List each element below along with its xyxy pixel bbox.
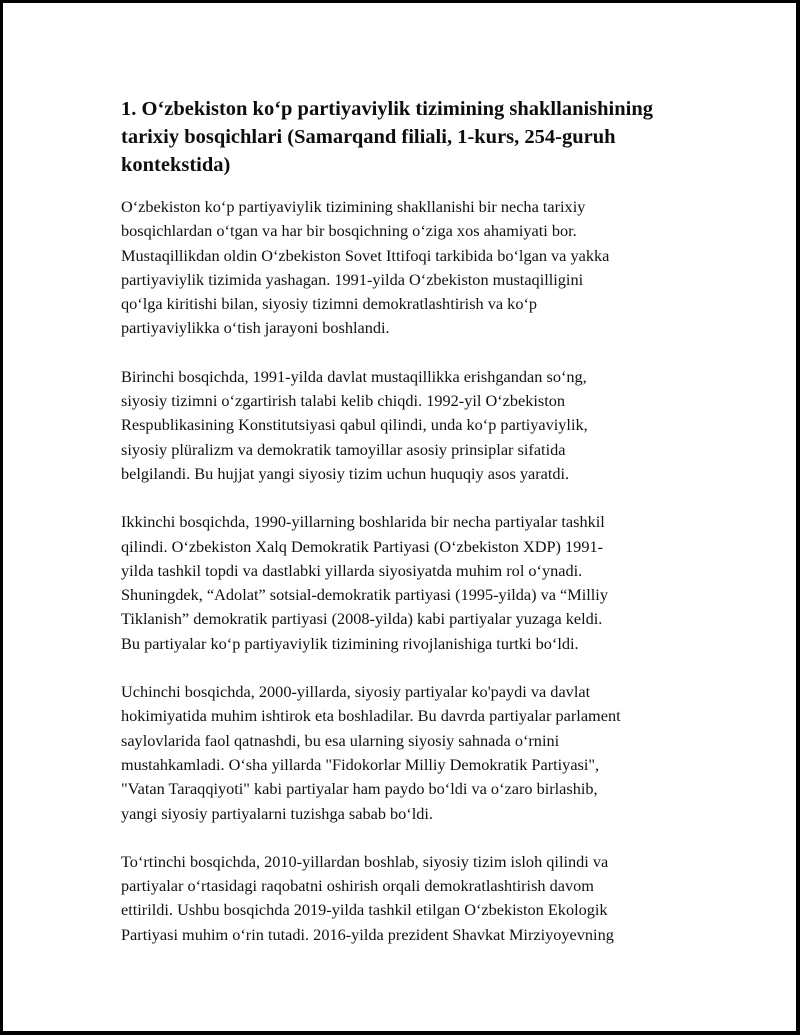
text-line: Ikkinchi bosqichda, 1990-yillarning boshlarida bir necha partiyalar tashkil [121, 512, 605, 532]
text-line: "Vatan Taraqqiyoti" kabi partiyalar ham paydo bo‘ldi va o‘zaro birlashib, [121, 779, 598, 799]
text-line: yilda tashkil topdi va dastlabki yillarda siyosiyatda muhim rol o‘ynadi. [121, 560, 583, 580]
document-body [121, 95, 681, 971]
text-line: partiyalar o‘rtasidagi raqobatni oshirish orqali demokratlashtirish davom [121, 876, 594, 896]
paragraph-stage-1 [121, 365, 681, 486]
title-line: 1. O‘zbekiston ko‘p partiyaviylik tizimining shakllanishining [121, 98, 653, 120]
text-line: Bu partiyalar ko‘p partiyaviylik tizimining rivojlanishiga turtki bo‘ldi. [121, 633, 579, 653]
text-line: saylovlarida faol qatnashdi, bu esa ularning siyosiy sahnada o‘rnini [121, 730, 560, 750]
paragraph-stage-3 [121, 680, 681, 826]
title-line: kontekstida) [121, 154, 231, 176]
paragraph-stage-2 [121, 510, 681, 656]
text-line: O‘zbekiston ko‘p partiyaviylik tizimining shakllanishi bir necha tarixiy [121, 197, 586, 216]
paragraph-intro [121, 195, 681, 341]
text-line: Mustaqillikdan oldin O‘zbekiston Sovet Ittifoqi tarkibida bo‘lgan va yakka [121, 245, 610, 265]
text-line: mustahkamladi. O‘sha yillarda "Fidokorlar Milliy Demokratik Partiyasi", [121, 754, 600, 774]
text-line: Partiyasi muhim o‘rin tutadi. 2016-yilda prezident Shavkat Mirziyoyevning [121, 924, 614, 944]
text-line: qilindi. O‘zbekiston Xalq Demokratik Partiyasi (O‘zbekiston XDP) 1991- [121, 536, 604, 556]
text-line: yangi siyosiy partiyalarni tuzishga sabab bo‘ldi. [121, 803, 433, 823]
text-line: siyosiy tizimni o‘zgartirish talabi kelib chiqdi. 1992-yil O‘zbekiston [121, 391, 566, 411]
paragraph-stage-4 [121, 850, 681, 947]
text-line: Respublikasining Konstitutsiyasi qabul qilindi, unda ko‘p partiyaviylik, [121, 415, 588, 435]
paragraph-list [121, 195, 681, 947]
text-line: bosqichlardan o‘tgan va har bir bosqichning o‘ziga xos ahamiyati bor. [121, 221, 577, 241]
text-line: Birinchi bosqichda, 1991-yilda davlat mustaqillikka erishgandan so‘ng, [121, 366, 587, 386]
text-line: Uchinchi bosqichda, 2000-yillarda, siyosiy partiyalar ko'paydi va davlat [121, 682, 591, 702]
text-line: partiyaviylikka o‘tish jarayoni boshlandi. [121, 318, 390, 338]
text-line: belgilandi. Bu hujjat yangi siyosiy tizim uchun huquqiy asos yaratdi. [121, 463, 570, 483]
page-title [121, 95, 681, 179]
text-line: ettirildi. Ushbu bosqichda 2019-yilda tashkil etilgan O‘zbekiston Ekologik [121, 900, 608, 920]
text-line: partiyaviylik tizimida yashagan. 1991-yilda O‘zbekiston mustaqilligini [121, 269, 584, 289]
text-line: Shuningdek, “Adolat” sotsial-demokratik partiyasi (1995-yilda) va “Milliy [121, 585, 608, 605]
text-line: siyosiy plüralizm va demokratik tamoyillar asosiy prinsiplar sifatida [121, 439, 566, 459]
text-line: hokimiyatida muhim ishtirok eta boshladilar. Bu davrda partiyalar parlament [121, 706, 621, 726]
text-line: To‘rtinchi bosqichda, 2010-yillardan boshlab, siyosiy tizim isloh qilindi va [121, 851, 609, 871]
text-line: qo‘lga kiritishi bilan, siyosiy tizimni demokratlashtirish va ko‘p [121, 294, 538, 314]
text-line: Tiklanish” demokratik partiyasi (2008-yilda) kabi partiyalar yuzaga keldi. [121, 609, 603, 629]
title-line: tarixiy bosqichlari (Samarqand filiali, 1-kurs, 254-guruh [121, 126, 616, 148]
